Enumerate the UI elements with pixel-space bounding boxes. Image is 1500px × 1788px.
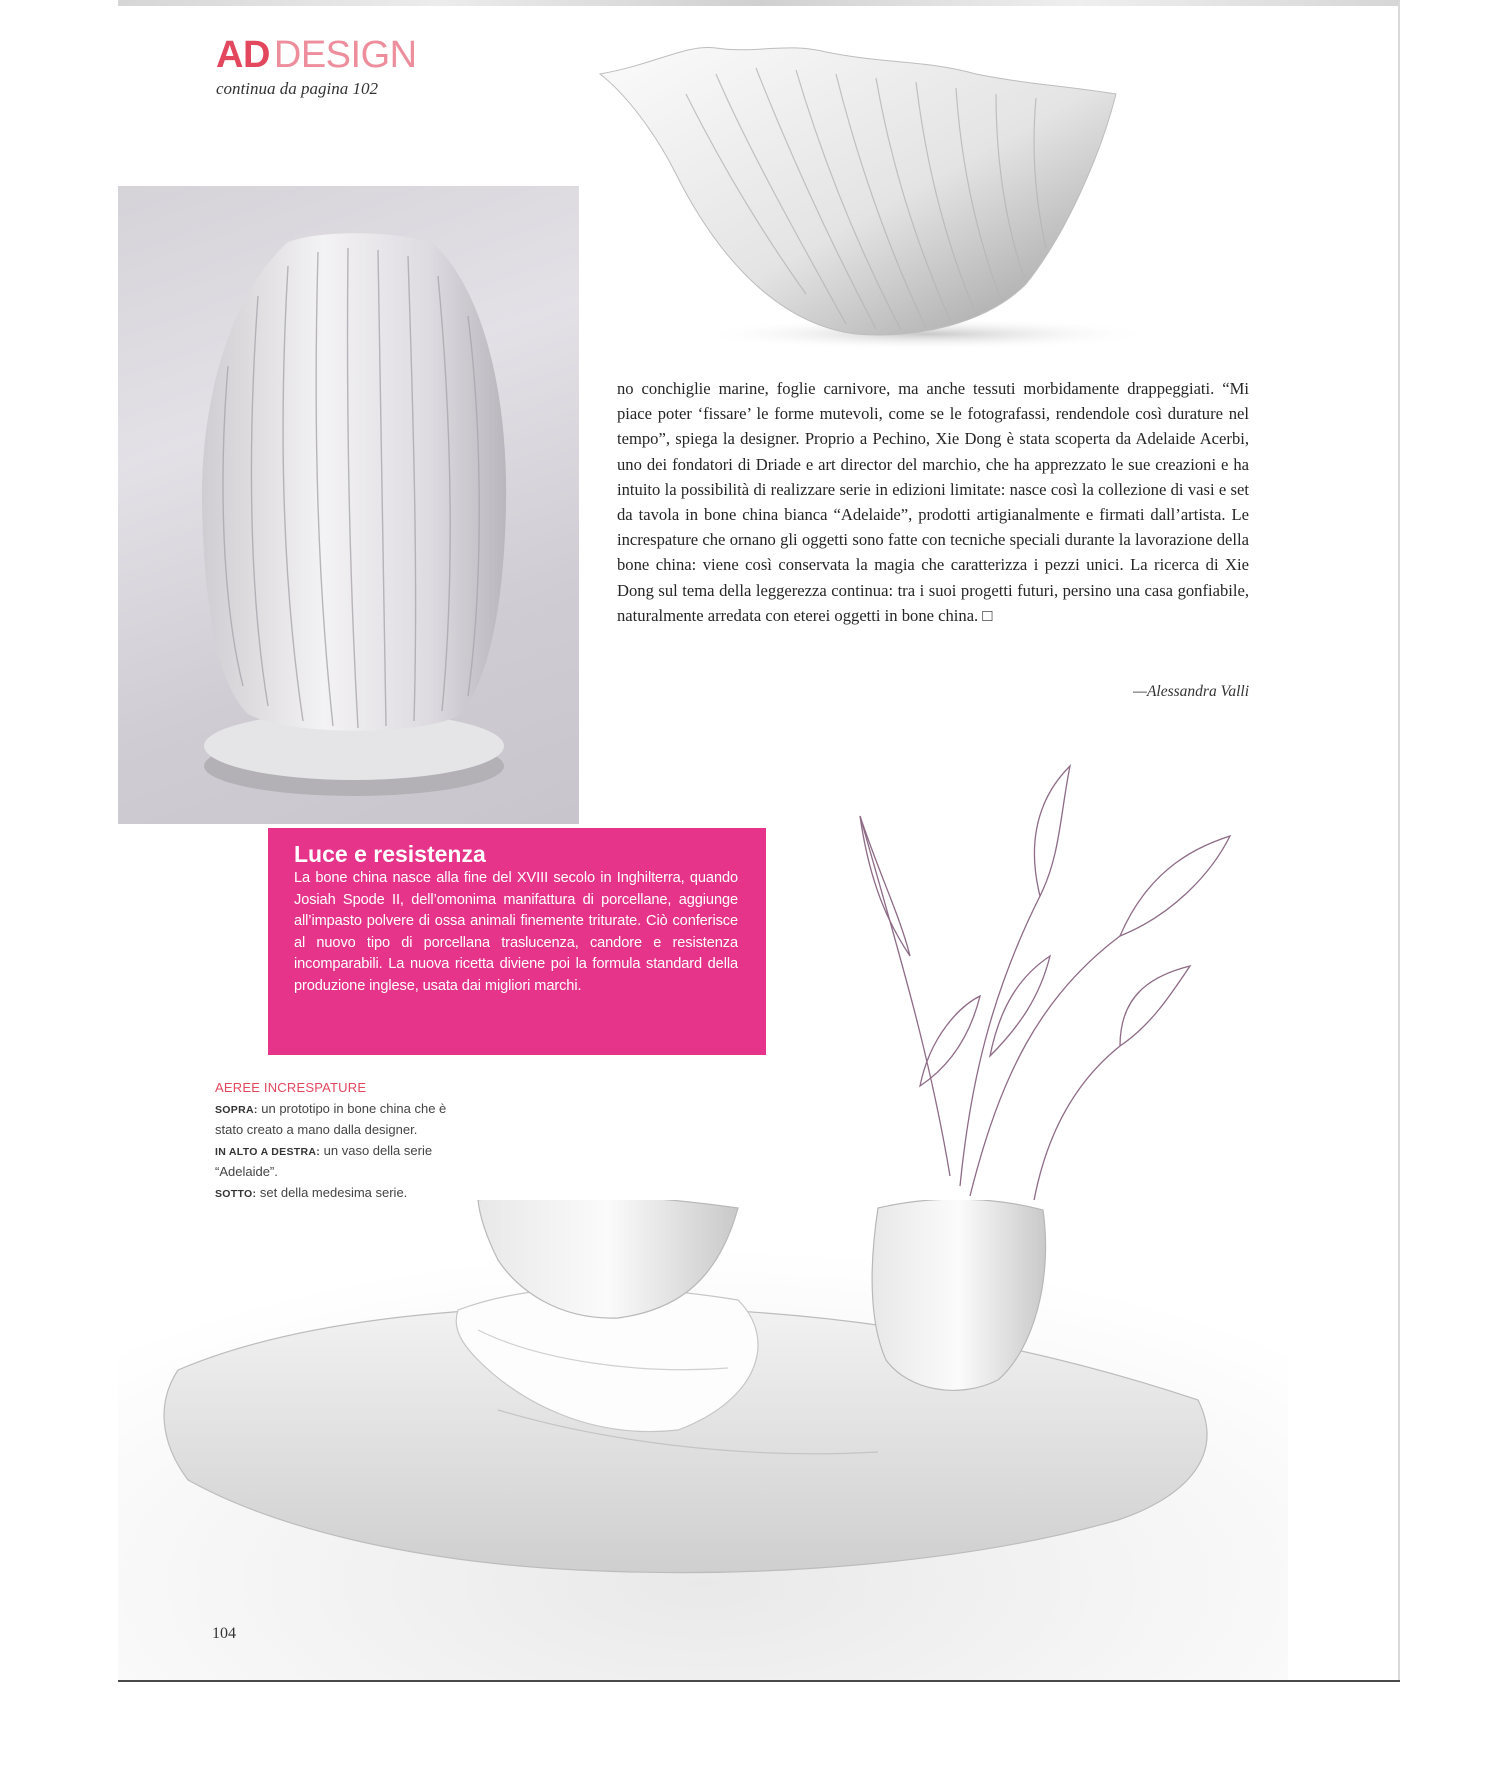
section-design: DESIGN [273,34,417,76]
article-body [617,376,1249,628]
caption-kicker: AEREE INCRESPATURE [215,1080,367,1095]
info-box-title: Luce e resistenza [294,841,486,867]
section-ad: AD [216,34,270,76]
top-scan-strip [118,0,1400,6]
caption-text-below: set della medesima serie. [256,1184,408,1200]
page-edge [1398,0,1400,1680]
section-header [216,34,417,99]
caption-label-top-right: IN ALTO A DESTRA: [215,1145,321,1158]
caption-label-above: SOPRA: [215,1103,258,1116]
page-bottom-rule [118,1680,1400,1682]
article-paragraph: no conchiglie marine, foglie carnivore, ma anche tessuti morbidamente drappeggiati. “Mi piace poter ‘fissare’ le forme mutevoli, come se le fotografassi, rendendole così durature nel tempo”, spiega la designer. Proprio a Pechino, Xie Dong è stata scoperta da Adelaide Acerbi, uno dei fondatori di Driade e art director del marchio, che ha apprezzato le sue creazioni e ha intuito la possibilità di realizzare serie in edizioni limitate: nasce così la collezione di vasi e set da tavola in bone china bianca “Adelaide”, prodotti artigianalmente e firmati dall’artista. Le increspature che ornano gli oggetti sono fatte con tecniche speciali durante la lavorazione della bone china: viene così conservata la magia che caratterizza i pezzi unici. La ricerca di Xie Dong sul tema della leggerezza continua: tra i suoi progetti futuri, persino una casa gonfiabile, naturalmente arredata con eterei oggetti in bone china. □ [617,379,1249,625]
photo-caption [215,1078,455,1205]
tableware-photo [118,1200,1288,1680]
continued-from: continua da pagina 102 [216,79,378,98]
branch-sketch [820,756,1240,1226]
page-number: 104 [212,1625,236,1642]
vase-photo [118,186,579,824]
caption-label-below: SOTTO: [215,1187,257,1200]
caption-text-top-right: un vaso della serie “Adelaide”. [215,1142,433,1180]
article-author: —Alessandra Valli [1133,683,1249,700]
bowl-photo [596,34,1186,354]
info-box-text: La bone china nasce alla fine del XVIII secolo in Inghilterra, quando Josiah Spode II, dell’omonima manifattura di porcellane, aggiunge all’impasto polvere di ossa animali finemente triturate. Ciò conferisce al nuovo tipo di porcellana traslucenza, candore e resistenza incomparabili. La nuova ricetta diviene poi la formula standard della produzione inglese, usata dai migliori marchi. [294,870,738,994]
caption-text-above: un prototipo in bone china che è stato creato a mano dalla designer. [215,1100,447,1138]
info-box [268,828,766,1055]
